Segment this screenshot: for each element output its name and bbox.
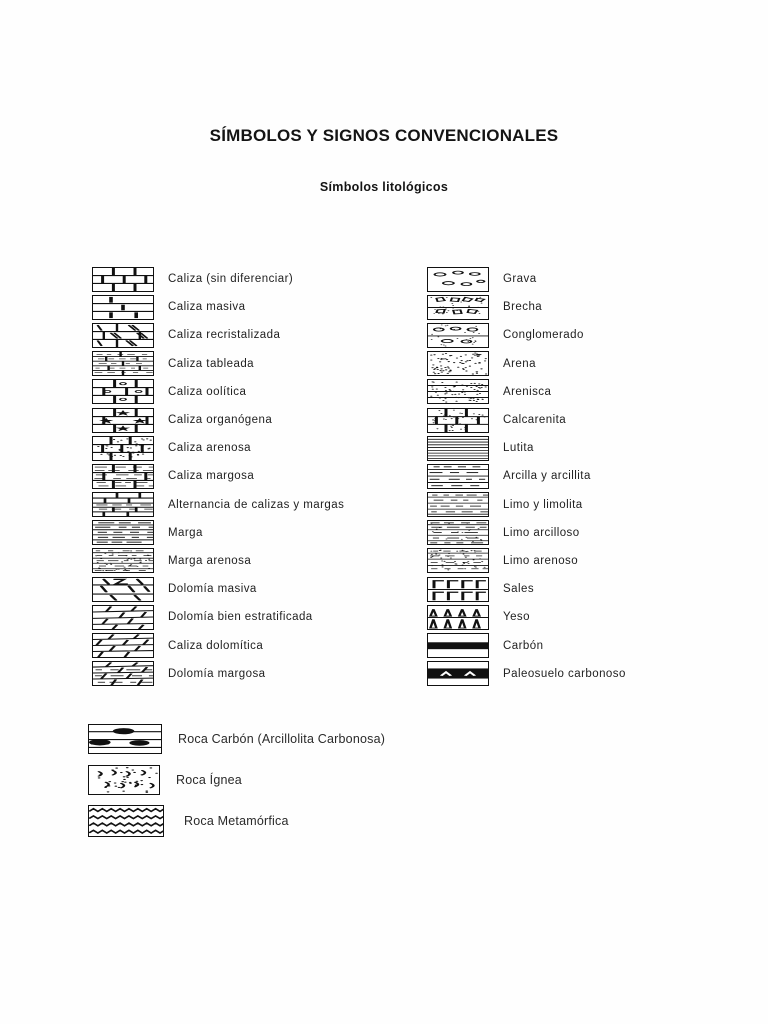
legend-row bbox=[92, 350, 422, 378]
legend-row bbox=[92, 406, 422, 434]
legend-row bbox=[427, 406, 757, 434]
legend-row bbox=[427, 350, 757, 378]
legend-label: Arcilla y arcillita bbox=[503, 470, 591, 483]
legend-row bbox=[427, 462, 757, 490]
legend-row bbox=[427, 378, 757, 406]
legend-label: Sales bbox=[503, 583, 535, 596]
legend-label: Conglomerado bbox=[503, 329, 584, 342]
swatch-dolomite-marly-icon bbox=[92, 661, 154, 686]
legend-label: Dolomía bien estratificada bbox=[168, 611, 313, 624]
legend-label-extra: Roca Metamórfica bbox=[184, 813, 289, 828]
swatch-brick-recrystallized-icon bbox=[92, 323, 154, 348]
legend-row bbox=[92, 547, 422, 575]
legend-label: Caliza dolomítica bbox=[168, 639, 264, 652]
swatch-brick-organogenic-icon bbox=[92, 408, 154, 433]
legend-label: Arenisca bbox=[503, 385, 552, 398]
swatch-marl-icon bbox=[92, 520, 154, 545]
legend-extras bbox=[88, 718, 708, 841]
swatch-sandstone-icon bbox=[427, 379, 489, 404]
legend-row bbox=[427, 660, 757, 688]
legend-row bbox=[92, 603, 422, 631]
legend-row bbox=[92, 631, 422, 659]
swatch-coal-rock-icon bbox=[88, 724, 162, 754]
legend-row bbox=[92, 378, 422, 406]
swatch-salts-icon bbox=[427, 577, 489, 602]
legend-label: Lutita bbox=[503, 442, 534, 455]
swatch-brick-alternating-icon bbox=[92, 492, 154, 517]
swatch-clay-icon bbox=[427, 464, 489, 489]
legend-row bbox=[427, 575, 757, 603]
legend-label-extra: Roca Carbón (Arcillolita Carbonosa) bbox=[178, 731, 386, 746]
legend-row bbox=[427, 519, 757, 547]
legend-label-extra: Roca Ígnea bbox=[176, 772, 242, 787]
legend-row bbox=[427, 293, 757, 321]
swatch-gravel-icon bbox=[427, 267, 489, 292]
legend-row bbox=[427, 603, 757, 631]
swatch-silt-sandy-icon bbox=[427, 548, 489, 573]
legend-label: Yeso bbox=[503, 611, 530, 624]
legend-label: Caliza organógena bbox=[168, 414, 273, 427]
swatch-brick-oolitic-icon bbox=[92, 379, 154, 404]
legend-label: Marga arenosa bbox=[168, 554, 252, 567]
legend-label: Caliza oolítica bbox=[168, 385, 247, 398]
legend-row bbox=[92, 491, 422, 519]
legend-label: Caliza masiva bbox=[168, 301, 246, 314]
legend-label: Alternancia de calizas y margas bbox=[168, 498, 345, 511]
legend-row bbox=[92, 660, 422, 688]
legend-label: Caliza tableada bbox=[168, 357, 255, 370]
legend-column-left bbox=[92, 265, 422, 688]
swatch-calcarenite-icon bbox=[427, 408, 489, 433]
swatch-breccia-icon bbox=[427, 295, 489, 320]
legend-row bbox=[92, 575, 422, 603]
legend-label: Limo arcilloso bbox=[503, 526, 580, 539]
legend-column-right bbox=[427, 265, 757, 688]
lithology-legend bbox=[0, 265, 768, 688]
legend-row bbox=[92, 462, 422, 490]
legend-row bbox=[92, 265, 422, 293]
swatch-brick-marly-icon bbox=[92, 464, 154, 489]
legend-label: Dolomía masiva bbox=[168, 583, 257, 596]
swatch-metamorphic-icon bbox=[88, 805, 164, 837]
legend-label: Limo y limolita bbox=[503, 498, 583, 511]
legend-label: Caliza (sin diferenciar) bbox=[168, 273, 294, 286]
legend-row bbox=[427, 547, 757, 575]
legend-label: Brecha bbox=[503, 301, 543, 314]
swatch-igneous-icon bbox=[88, 765, 160, 795]
legend-row bbox=[92, 434, 422, 462]
swatch-sand-icon bbox=[427, 351, 489, 376]
legend-row-extra bbox=[88, 759, 708, 800]
page-title: SÍMBOLOS Y SIGNOS CONVENCIONALES bbox=[209, 126, 559, 145]
legend-row-extra bbox=[88, 800, 708, 841]
legend-row bbox=[92, 519, 422, 547]
legend-row bbox=[427, 631, 757, 659]
legend-row bbox=[427, 265, 757, 293]
legend-label: Arena bbox=[503, 357, 536, 370]
swatch-brick-sandy-icon bbox=[92, 436, 154, 461]
legend-row bbox=[427, 434, 757, 462]
swatch-paleosol-icon bbox=[427, 661, 489, 686]
legend-row bbox=[92, 321, 422, 349]
legend-row bbox=[427, 321, 757, 349]
swatch-brick-massive-icon bbox=[92, 295, 154, 320]
legend-row bbox=[92, 293, 422, 321]
swatch-shale-icon bbox=[427, 436, 489, 461]
swatch-dolomite-massive-icon bbox=[92, 577, 154, 602]
legend-label: Carbón bbox=[503, 639, 544, 652]
swatch-conglomerate-icon bbox=[427, 323, 489, 348]
page-subtitle: Símbolos litológicos bbox=[319, 180, 449, 194]
legend-label: Caliza margosa bbox=[168, 470, 255, 483]
legend-label: Limo arenoso bbox=[503, 554, 579, 567]
swatch-marl-sandy-icon bbox=[92, 548, 154, 573]
swatch-coal-icon bbox=[427, 633, 489, 658]
swatch-brick-plain-icon bbox=[92, 267, 154, 292]
swatch-silt-clayey-icon bbox=[427, 520, 489, 545]
legend-label: Paleosuelo carbonoso bbox=[503, 667, 626, 680]
swatch-dolomite-bedded-icon bbox=[92, 605, 154, 630]
legend-label: Calcarenita bbox=[503, 414, 567, 427]
legend-label: Dolomía margosa bbox=[168, 667, 266, 680]
swatch-silt-icon bbox=[427, 492, 489, 517]
swatch-gypsum-icon bbox=[427, 605, 489, 630]
legend-label: Caliza arenosa bbox=[168, 442, 252, 455]
legend-label: Grava bbox=[503, 273, 537, 286]
legend-row-extra bbox=[88, 718, 708, 759]
swatch-limestone-dolomitic-icon bbox=[92, 633, 154, 658]
swatch-brick-bedded-icon bbox=[92, 351, 154, 376]
legend-label: Caliza recristalizada bbox=[168, 329, 281, 342]
legend-label: Marga bbox=[168, 526, 203, 539]
legend-row bbox=[427, 491, 757, 519]
